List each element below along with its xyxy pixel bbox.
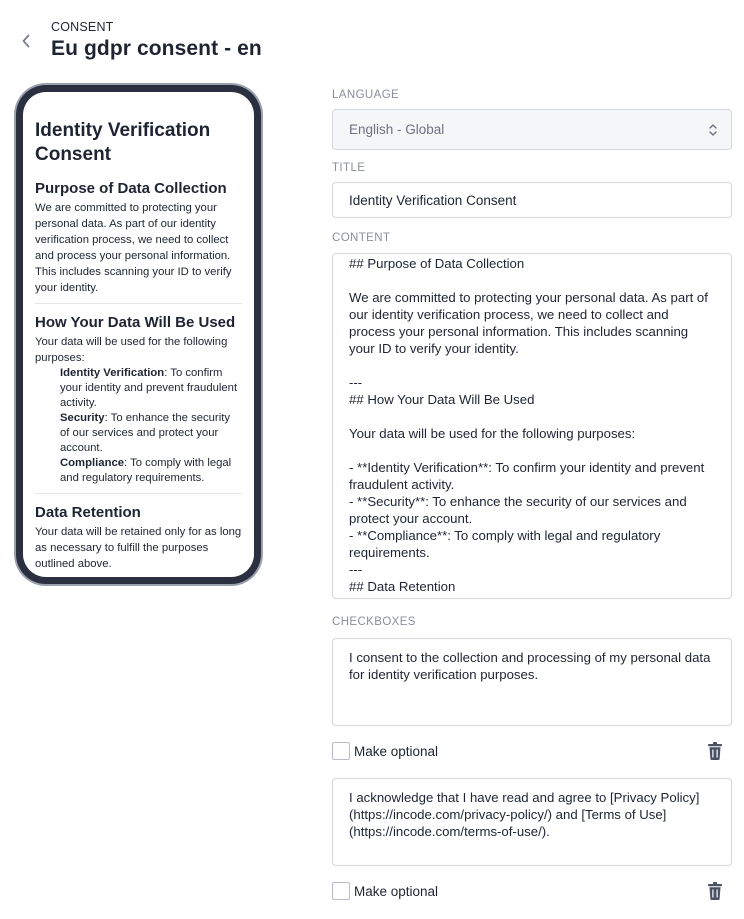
trash-icon[interactable] bbox=[708, 742, 722, 760]
preview-section-body: We are committed to protecting your personal data. As part of our identity verification process, we need to collect and process your personal information. This includes scanning your ID to verify your identity. bbox=[35, 202, 232, 294]
make-optional-label: Make optional bbox=[354, 883, 439, 899]
phone-screen[interactable] bbox=[23, 92, 254, 577]
preview-divider bbox=[35, 303, 242, 304]
preview-title: Identity Verification Consent bbox=[35, 120, 211, 165]
content-textarea[interactable]: ## Purpose of Data Collection We are committed to protecting your personal data. As part of our identity verification process, we need to collect and process your personal information. This includes scanning your ID to verify your identity. --- ## How Your Data Will Be Used Your data will be used for the following purposes: - **Identity Verification**: To confirm your identity and prevent fraudulent activity. - **Security**: To enhance the security of our services and protect your account. - **Compliance**: To comply with legal and regulatory requirements. --- ## Data Retention bbox=[332, 253, 732, 599]
select-arrows-icon bbox=[709, 122, 717, 138]
make-optional-checkbox[interactable] bbox=[332, 742, 350, 760]
list-item: Identity Verification: To confirm your identity and prevent fraudulent activity. bbox=[60, 367, 238, 409]
language-label: LANGUAGE bbox=[332, 89, 400, 101]
list-item: Compliance: To comply with legal and regulatory requirements. bbox=[60, 457, 232, 484]
preview-section-heading: Purpose of Data Collection bbox=[35, 180, 227, 197]
checkbox-text-field[interactable]: I consent to the collection and processing of my personal data for identity verification purposes. bbox=[332, 638, 732, 726]
trash-icon[interactable] bbox=[708, 882, 722, 900]
checkbox-text-field[interactable]: I acknowledge that I have read and agree to [Privacy Policy](https://incode.com/privacy-policy/) and [Terms of Use](https://incode.com/terms-of-use/). bbox=[332, 778, 732, 866]
title-input[interactable] bbox=[332, 182, 732, 218]
preview-section-body: Your data will be used for the following purposes: bbox=[35, 336, 228, 364]
title-label: TITLE bbox=[332, 162, 366, 174]
language-select[interactable] bbox=[332, 109, 732, 150]
preview-divider bbox=[35, 493, 242, 494]
list-item: Security: To enhance the security of our services and protect your account. bbox=[60, 412, 230, 454]
page-title: Eu gdpr consent - en bbox=[51, 37, 262, 60]
preview-section-body: Your data will be retained only for as long as necessary to fulfill the purposes outlined above. bbox=[35, 526, 242, 570]
phone-preview bbox=[16, 85, 261, 584]
checkboxes-label: CHECKBOXES bbox=[332, 616, 416, 628]
preview-purpose-list bbox=[35, 366, 242, 486]
make-optional-row bbox=[332, 881, 732, 901]
preview-section-heading: How Your Data Will Be Used bbox=[35, 314, 236, 331]
make-optional-checkbox[interactable] bbox=[332, 882, 350, 900]
page-overline: CONSENT bbox=[51, 20, 114, 34]
preview-section-heading: Data Retention bbox=[35, 504, 141, 521]
content-label: CONTENT bbox=[332, 232, 391, 244]
back-button[interactable] bbox=[14, 30, 38, 52]
make-optional-row bbox=[332, 741, 732, 761]
language-select-value: English - Global bbox=[349, 122, 445, 137]
chevron-left-icon bbox=[21, 34, 31, 48]
make-optional-label: Make optional bbox=[354, 743, 439, 759]
